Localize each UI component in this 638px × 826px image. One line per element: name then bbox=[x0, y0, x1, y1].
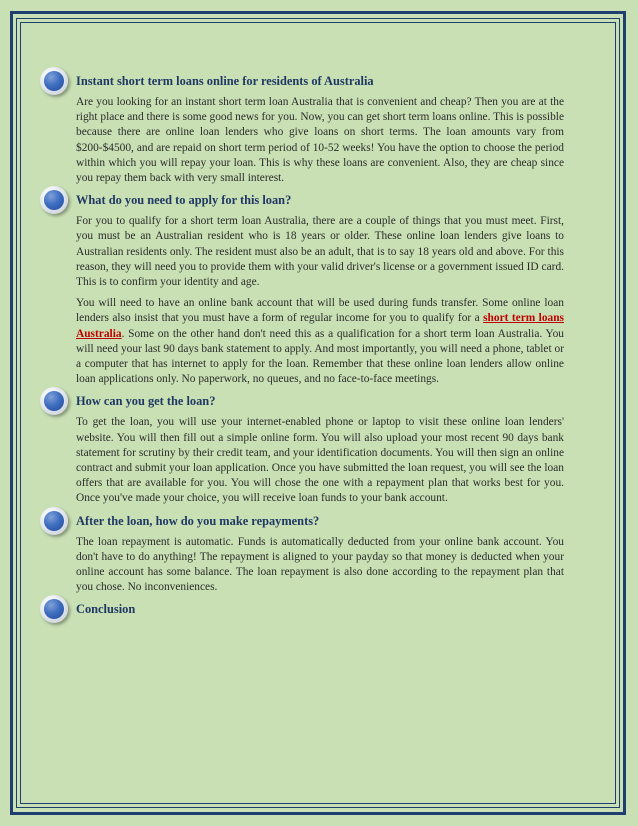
paragraph: To get the loan, you will use your internet-enabled phone or laptop to visit these online loan lenders' website. You will then fill out a simple online form. You will also upload your most recent 90 days bank statement for scrutiny by their credit team, and your identification documents. You will then sign an online contract and submit your loan application. Once you have submitted the loan request, you will see the loan offers that are available for you. You will chose the one with a repayment plan that works best for you. Once you've made your choice, you will receive loan funds to your bank account. bbox=[76, 416, 564, 505]
paragraph: For you to qualify for a short term loan Australia, there are a couple of things that you must meet. First, you must be an Australian resident who is 18 years or older. These online loan lenders give loans to Australian residents only. The resident must also be an adult, that is to say 18 years old and above. For this reason, they will need you to provide them with your valid driver's license or a government issued ID card. This is to confirm your identity and age. bbox=[76, 215, 564, 289]
section-heading-how-to-get bbox=[76, 393, 564, 409]
section-heading-repayments bbox=[76, 513, 564, 529]
section-heading-conclusion bbox=[76, 601, 564, 617]
paragraph: Are you looking for an instant short term loan Australia that is convenient and cheap? Then you are at the right place and there is some good news for you. Now, you can get short term loans online. This is possible because there are online loan lenders who give loans on short terms. The loan amounts vary from $200-$4500, and are repaid on short term period of 10-52 weeks! You have the option to choose the period within which you will repay your loan. This is why these loans are convenient. Also, they are cheap since you repay them back with very small interest. bbox=[76, 96, 564, 185]
paragraph-with-link bbox=[76, 296, 564, 387]
section-heading-what-you-need bbox=[76, 192, 564, 208]
paragraph-text: . Some on the other hand don't need this as a qualification for a short term loan Australia. You will need your last 90 days bank statement to apply. And most importantly, you will need a phone, tablet or a computer that has internet to apply for the loan. Remember that these online loan lenders allow online loan applications only. No paperwork, no queues, and no face-to-face meetings. bbox=[76, 327, 564, 386]
short-term-loans-link[interactable]: short term loans Australia bbox=[76, 312, 564, 340]
heading-text: How can you get the loan? bbox=[76, 394, 216, 409]
blue-bullet-icon bbox=[40, 507, 68, 535]
paragraph-text: You will need to have an online bank account that will be used during funds transfer. Some online loan lenders also insist that you must have a form of regular income for you to qualify for a bbox=[76, 297, 564, 325]
heading-text: Conclusion bbox=[76, 602, 136, 617]
paragraph: The loan repayment is automatic. Funds is automatically deducted from your online bank account. You don't have to do anything! The repayment is aligned to your payday so that money is deducted when your online account has some balance. The loan repayment is also done according to the repayment plan that you chose. No inconveniences. bbox=[76, 535, 564, 594]
heading-text: After the loan, how do you make repayments? bbox=[76, 513, 320, 528]
heading-text: Instant short term loans online for residents of Australia bbox=[76, 74, 374, 88]
section-heading-instant-loans bbox=[76, 73, 564, 89]
heading-text: What do you need to apply for this loan? bbox=[76, 193, 292, 208]
blue-bullet-icon bbox=[40, 67, 68, 95]
document-body bbox=[76, 73, 564, 623]
